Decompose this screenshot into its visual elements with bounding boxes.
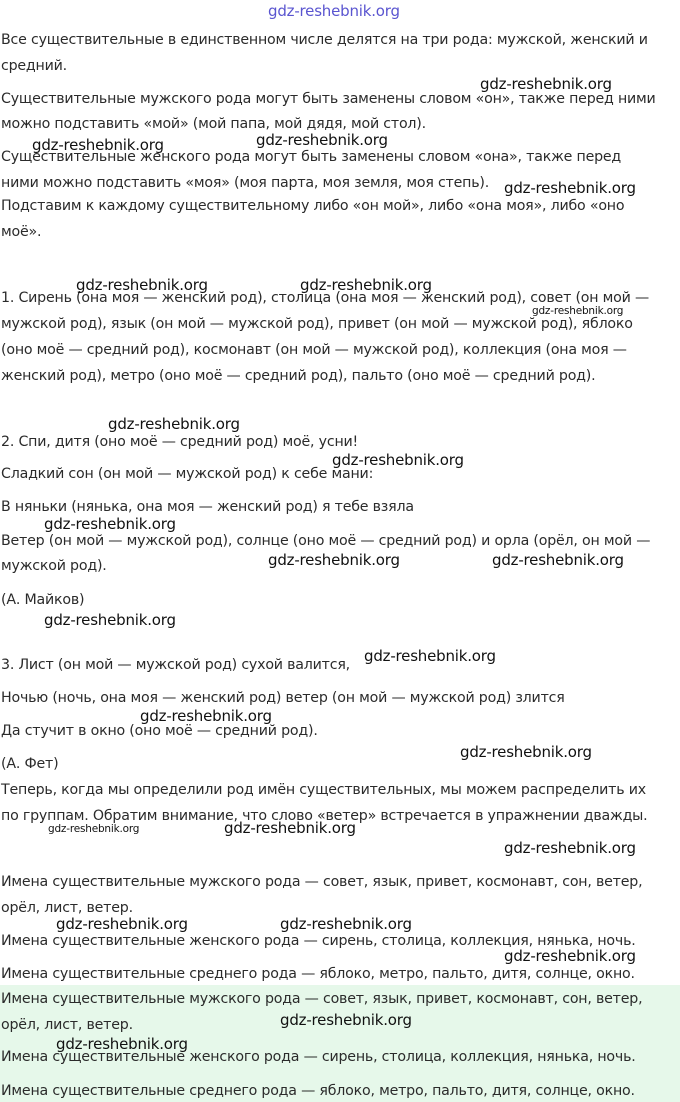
answer1-line: женский род), метро (оно моё — средний род), пальто (оно моё — средний род).: [1, 368, 596, 384]
intro-line: Все существительные в единственном числе делятся на три рода: мужской, женский и: [1, 32, 648, 48]
highlight-masculine: орёл, лист, ветер.: [1, 1017, 133, 1033]
watermark: gdz-reshebnik.org: [280, 1011, 412, 1029]
answer3-line: 3. Лист (он мой — мужской род) сухой валится,: [1, 657, 350, 673]
watermark: gdz-reshebnik.org: [280, 915, 412, 933]
intro-line: Существительные женского рода могут быть заменены словом «она», также перед: [1, 149, 622, 165]
watermark: gdz-reshebnik.org: [108, 415, 240, 433]
answer3-line: Ночью (ночь, она моя — женский род) ветер (он мой — мужской род) злится: [1, 690, 565, 706]
conclusion-line: Теперь, когда мы определили род имён существительных, мы можем распределить их: [1, 782, 646, 798]
watermark: gdz-reshebnik.org: [56, 1035, 188, 1053]
poem-author: (А. Фет): [1, 756, 59, 772]
answer1-line: мужской род), язык (он мой — мужской род), привет (он мой — мужской род), яблоко: [1, 316, 633, 332]
intro-line: средний.: [1, 58, 67, 74]
intro-line: Подставим к каждому существительному либо «он мой», либо «она моя», либо «оно: [1, 198, 625, 214]
watermark: gdz-reshebnik.org: [364, 647, 496, 665]
watermark: gdz-reshebnik.org: [56, 915, 188, 933]
watermark: gdz-reshebnik.org: [504, 839, 636, 857]
watermark: gdz-reshebnik.org: [140, 707, 272, 725]
answer1-line: (оно моё — средний род), космонавт (он мой — мужской род), коллекция (она моя —: [1, 342, 627, 358]
highlight-neuter: Имена существительные среднего рода — яблоко, метро, пальто, дитя, солнце, окно.: [1, 1083, 635, 1099]
watermark: gdz-reshebnik.org: [256, 131, 388, 149]
watermark: gdz-reshebnik.org: [532, 305, 624, 317]
answer2-line: мужской род).: [1, 558, 107, 574]
watermark: gdz-reshebnik.org: [268, 551, 400, 569]
answer2-line: В няньки (нянька, она моя — женский род) я тебе взяла: [1, 499, 414, 515]
group-neuter: Имена существительные среднего рода — яблоко, метро, пальто, дитя, солнце, окно.: [1, 966, 635, 982]
watermark: gdz-reshebnik.org: [48, 823, 140, 835]
watermark: gdz-reshebnik.org: [300, 276, 432, 294]
watermark: gdz-reshebnik.org: [504, 947, 636, 965]
intro-line: можно подставить «мой» (мой папа, мой дядя, мой стол).: [1, 116, 426, 132]
watermark: gdz-reshebnik.org: [76, 276, 208, 294]
answer2-line: 2. Спи, дитя (оно моё — средний род) моё, усни!: [1, 434, 359, 450]
group-feminine: Имена существительные женского рода — сирень, столица, коллекция, нянька, ночь.: [1, 933, 636, 949]
intro-line: моё».: [1, 224, 42, 240]
watermark: gdz-reshebnik.org: [44, 515, 176, 533]
poem-author: (А. Майков): [1, 592, 85, 608]
answer2-line: Ветер (он мой — мужской род), солнце (оно моё — средний род) и орла (орёл, он мой —: [1, 533, 651, 549]
group-masculine: Имена существительные мужского рода — совет, язык, привет, космонавт, сон, ветер,: [1, 874, 643, 890]
answer1-line: 1. Сирень (она моя — женский род), столица (она моя — женский род), совет (он мой —: [1, 290, 649, 306]
answer2-line: Сладкий сон (он мой — мужской род) к себе мани:: [1, 466, 374, 482]
watermark: gdz-reshebnik.org: [504, 179, 636, 197]
answer3-line: Да стучит в окно (оно моё — средний род).: [1, 723, 318, 739]
watermark: gdz-reshebnik.org: [460, 743, 592, 761]
watermark: gdz-reshebnik.org: [44, 611, 176, 629]
intro-line: Существительные мужского рода могут быть заменены словом «он», также перед ними: [1, 91, 656, 107]
group-masculine: орёл, лист, ветер.: [1, 900, 133, 916]
watermark: gdz-reshebnik.org: [480, 75, 612, 93]
highlight-masculine: Имена существительные мужского рода — совет, язык, привет, космонавт, сон, ветер,: [1, 991, 643, 1007]
highlight-feminine: Имена существительные женского рода — сирень, столица, коллекция, нянька, ночь.: [1, 1049, 636, 1065]
watermark: gdz-reshebnik.org: [224, 819, 356, 837]
watermark: gdz-reshebnik.org: [32, 136, 164, 154]
conclusion-line: по группам. Обратим внимание, что слово «ветер» встречается в упражнении дважды.: [1, 808, 648, 824]
watermark: gdz-reshebnik.org: [492, 551, 624, 569]
watermark: gdz-reshebnik.org: [332, 451, 464, 469]
watermark: gdz-reshebnik.org: [268, 2, 400, 20]
intro-line: ними можно подставить «моя» (моя парта, моя земля, моя степь).: [1, 175, 490, 191]
